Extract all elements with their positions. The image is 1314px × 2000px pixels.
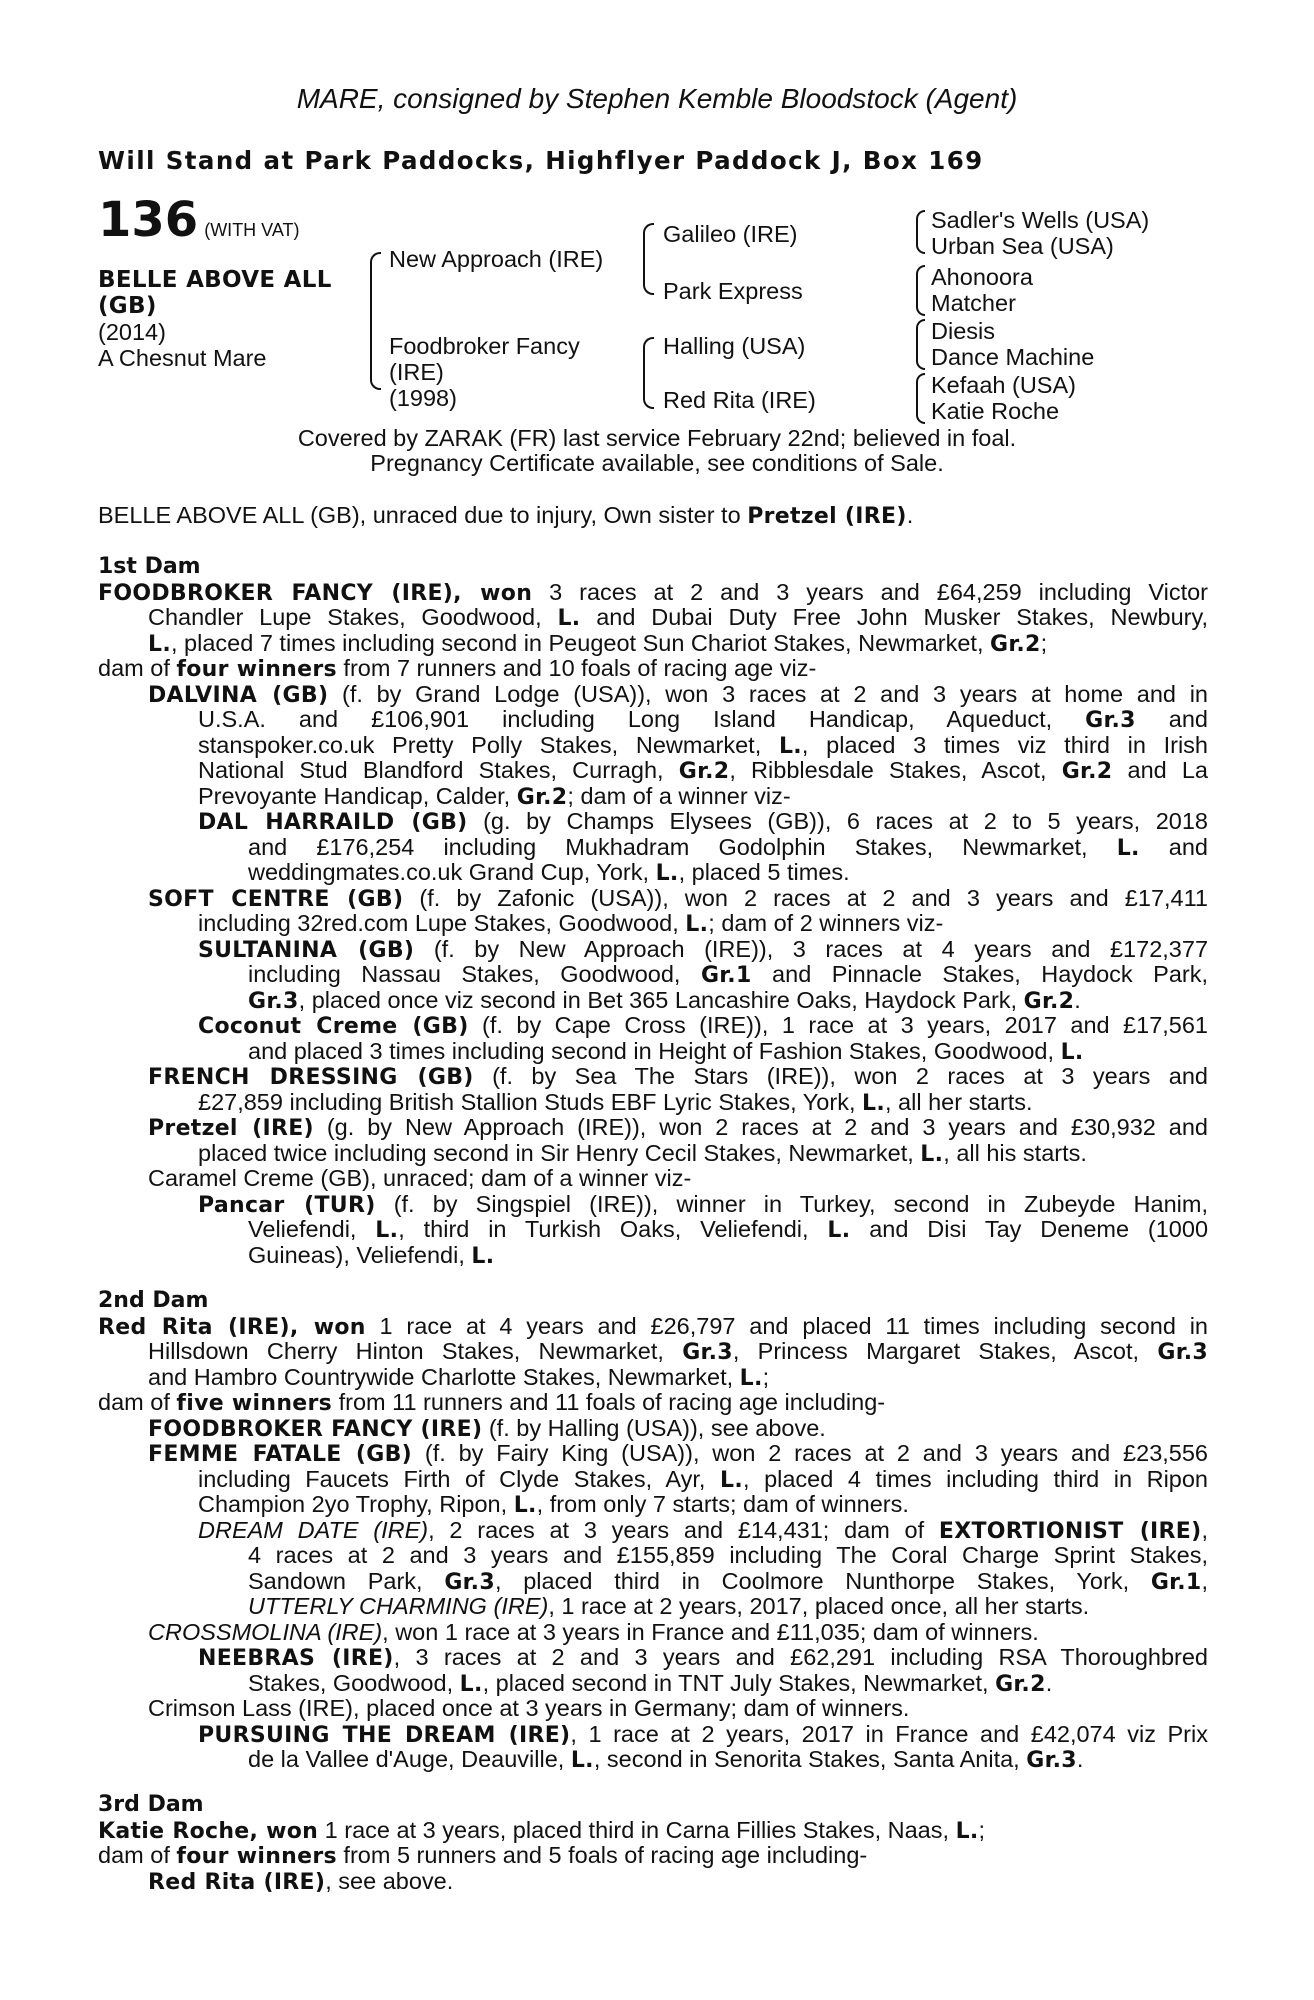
text: ; [1040, 629, 1048, 656]
progeny-line [98, 1645, 1208, 1671]
text: 1 race at 4 years and £26,797 and placed 11 times including second in [365, 1313, 1208, 1339]
progeny-line [98, 733, 1208, 759]
text: and Pinnacle Stakes, Haydock Park, [751, 962, 1208, 987]
progeny-line [98, 682, 1208, 708]
grade: Gr.1 [700, 963, 752, 988]
text: dam of [98, 1842, 177, 1868]
horse-name: BELLE ABOVE ALL [98, 267, 332, 293]
text: , won 1 race at 3 years in France and £11,035; dam of winners. [382, 1618, 1039, 1645]
grade: L. [955, 1818, 979, 1844]
progeny-line [98, 1620, 1208, 1646]
progeny-line [98, 1416, 1208, 1442]
text: , 1 race at 2 years, 2017 in France and £42,074 viz Prix [570, 1721, 1208, 1747]
text: and [1135, 707, 1208, 732]
text: Champion 2yo Trophy, Ripon, [198, 1491, 514, 1517]
text: from 11 runners and 11 foals of racing age including- [332, 1389, 886, 1415]
grade: L. [570, 1748, 594, 1773]
intro-sibling: Pretzel (IRE) [747, 504, 907, 529]
text: , placed 4 times including third in Ripon [743, 1466, 1208, 1492]
pedigree-dam-year: (1998) [389, 385, 457, 411]
text: (f. by Zafonic (USA)), won 2 races at 2 and 3 years and £17,411 [403, 885, 1208, 911]
pedigree-sire-sire: Galileo (IRE) [663, 221, 798, 247]
text: ; dam of a winner viz- [567, 782, 791, 809]
progeny-name: Red Rita (IRE) [148, 1869, 326, 1895]
text: dam of [98, 655, 177, 681]
covered-note: Covered by ZARAK (FR) last service February 22nd; believed in foal. [297, 425, 1017, 451]
text: ; dam of 2 winners viz- [708, 910, 944, 936]
text: and [1139, 834, 1208, 860]
text: , placed 3 times viz third in Irish [801, 732, 1208, 758]
progeny-name: NEEBRAS (IRE) [198, 1646, 394, 1671]
page-title: MARE, consigned by Stephen Kemble Bloodstock (Agent) [296, 83, 1018, 114]
winners-count: four winners [176, 657, 337, 682]
text: , placed second in TNT July Stakes, Newmarket, [482, 1669, 996, 1696]
pedigree-brace-gen1 [370, 252, 381, 390]
grade: Gr.2 [990, 631, 1041, 657]
grade: L. [459, 1671, 483, 1697]
pedigree-sds: Ahonoora [931, 264, 1033, 290]
grade: Gr.1 [1150, 1569, 1202, 1594]
progeny-name: SOFT CENTRE (GB) [148, 886, 404, 911]
progeny-name: DAL HARRAILD (GB) [198, 810, 468, 835]
text: including Faucets Firth of Clyde Stakes, Ayr, [198, 1466, 721, 1492]
text: (f. by Fairy King (USA)), won 2 races at 2 and 3 years and £23,556 [412, 1441, 1208, 1466]
progeny-line: Crimson Lass (IRE), placed once at 3 years in Germany; dam of winners. [148, 1695, 910, 1721]
vat-note: (WITH VAT) [204, 220, 300, 240]
progeny-line [98, 784, 1208, 810]
grade: Gr.3 [444, 1569, 495, 1594]
sep: , [453, 580, 481, 605]
text: , from only 7 starts; dam of winners. [536, 1491, 909, 1517]
text: . [1074, 986, 1081, 1013]
horse-year: (2014) [98, 319, 166, 345]
text: , Ribblesdale Stakes, Ascot, [729, 758, 1062, 783]
progeny-line [98, 835, 1208, 861]
pedigree-brace-dd [916, 373, 925, 424]
pedigree-sdd: Matcher [931, 290, 1016, 316]
lot-number-value: 136 [98, 192, 199, 248]
pedigree-brace-dam [643, 337, 654, 409]
progeny-line [98, 707, 1208, 733]
progeny-line [98, 860, 1208, 886]
text: , third in Turkish Oaks, Veliefendi, [398, 1217, 828, 1242]
text: , all her starts. [885, 1088, 1033, 1115]
progeny-line [98, 1671, 1208, 1697]
grade: Gr.2 [1023, 988, 1075, 1014]
pedigree-sss: Sadler's Wells (USA) [931, 207, 1150, 233]
text: , placed 5 times. [678, 859, 850, 885]
pedigree-brace-ds [916, 319, 925, 370]
text: , placed third in Coolmore Nunthorpe Stakes, York, [494, 1568, 1151, 1594]
text: (f. by Cape Cross (IRE)), 1 race at 3 years, 2017 and £17,561 [468, 1013, 1208, 1038]
text: (f. by Grand Lodge (USA)), won 3 races at 2 and 3 years at home and in [328, 681, 1208, 707]
text: including 32red.com Lupe Stakes, Goodwood, [198, 910, 686, 936]
progeny-line [98, 937, 1208, 963]
lot-number [98, 192, 300, 248]
grade: L. [471, 1243, 495, 1269]
text: National Stud Blandford Stakes, Curragh, [198, 758, 679, 783]
grade: Gr.2 [678, 759, 730, 784]
text: dam of [98, 1389, 177, 1415]
text: , [1201, 1568, 1208, 1594]
progeny-name: Pancar (TUR) [198, 1192, 376, 1217]
pedigree-dam: Foodbroker Fancy [389, 333, 580, 359]
progeny-line [98, 886, 1208, 912]
third-dam-line [98, 1843, 1208, 1869]
text: and Dubai Duty Free John Musker Stakes, Newbury, [580, 605, 1208, 630]
text: stanspoker.co.uk Pretty Polly Stakes, Newmarket, [198, 732, 779, 758]
grade: Gr.3 [682, 1340, 733, 1365]
pedigree-sire-dam: Park Express [663, 278, 803, 304]
first-dam-section [98, 554, 1208, 1268]
text: and Hambro Countrywide Charlotte Stakes, Newmarket, [148, 1363, 740, 1390]
progeny-line [98, 1013, 1208, 1039]
progeny-name: DREAM DATE (IRE) [198, 1517, 429, 1543]
first-dam-line [98, 605, 1208, 631]
progeny-line [98, 809, 1208, 835]
grade: L. [655, 861, 679, 886]
progeny-line [98, 1217, 1208, 1243]
progeny-line: 4 races at 2 and 3 years and £155,859 including The Coral Charge Sprint Stakes, [248, 1543, 1208, 1568]
progeny-line [98, 1747, 1208, 1773]
grade: Gr.2 [516, 784, 568, 810]
progeny-line [98, 1115, 1208, 1141]
progeny-name: Pretzel (IRE) [148, 1116, 314, 1141]
won-label: won [313, 1314, 366, 1339]
grade: L. [685, 912, 709, 937]
dam-name: Red Rita (IRE) [98, 1314, 290, 1339]
progeny-line [98, 1492, 1208, 1518]
text: , second in Senorita Stakes, Santa Anita, [593, 1746, 1027, 1772]
pedigree-sire: New Approach (IRE) [389, 246, 604, 272]
pedigree-dam-country: (IRE) [389, 359, 444, 385]
progeny-line [98, 1192, 1208, 1218]
second-dam-line [98, 1390, 1208, 1416]
grade: L. [739, 1365, 763, 1391]
text: . [1045, 1669, 1053, 1696]
grade: Gr.3 [248, 988, 299, 1014]
second-dam-line [98, 1339, 1208, 1365]
pedigree-ddd: Katie Roche [931, 398, 1060, 424]
pedigree-ssd: Urban Sea (USA) [931, 233, 1114, 259]
progeny-name: FRENCH DRESSING (GB) [148, 1065, 474, 1090]
grade: L. [557, 606, 581, 631]
third-dam-line [98, 1818, 1208, 1844]
grade: Gr.3 [1026, 1748, 1077, 1773]
progeny-line [98, 1518, 1208, 1544]
text: Prevoyante Handicap, Calder, [198, 782, 517, 809]
text: , placed 7 times including second in Peugeot Sun Chariot Stakes, Newmarket, [170, 629, 991, 656]
won-label: won [480, 580, 533, 605]
progeny-name: CROSSMOLINA (IRE) [148, 1618, 383, 1645]
text: placed twice including second in Sir Henry Cecil Stakes, Newmarket, [198, 1139, 921, 1166]
text: and La [1112, 758, 1208, 783]
progeny-line [98, 1467, 1208, 1493]
intro-end: . [906, 502, 914, 528]
grade: L. [827, 1218, 851, 1243]
third-dam-heading: 3rd Dam [98, 1792, 204, 1817]
first-dam-line [98, 631, 1208, 657]
text: (g. by Champs Elysees (GB)), 6 races at 2 to 5 years, 2018 [467, 809, 1208, 834]
text: and £176,254 including Mukhadram Godolphin Stakes, Newmarket, [248, 834, 1117, 860]
text: , see above. [325, 1867, 454, 1894]
text: , 2 races at 3 years and £14,431; dam of [428, 1517, 939, 1543]
text: , 1 race at 2 years, 2017, placed once, all her starts. [548, 1593, 1090, 1619]
text: Veliefendi, [248, 1217, 376, 1242]
progeny-name: PURSUING THE DREAM (IRE) [198, 1722, 571, 1747]
horse-description: A Chesnut Mare [98, 345, 267, 371]
stand-location: Will Stand at Park Paddocks, Highflyer Paddock J, Box 169 [98, 146, 984, 175]
text: . [1076, 1746, 1084, 1772]
progeny-name: SULTANINA (GB) [198, 937, 415, 962]
progeny-line [98, 988, 1208, 1014]
progeny-line [98, 1722, 1208, 1748]
text: 1 race at 3 years, placed third in Carna Fillies Stakes, Naas, [318, 1816, 956, 1843]
progeny-name: EXTORTIONIST (IRE) [938, 1518, 1202, 1543]
text: weddingmates.co.uk Grand Cup, York, [248, 859, 656, 885]
horse-name-country: (GB) [98, 293, 157, 319]
first-dam-line [98, 580, 1208, 606]
text: including Nassau Stakes, Goodwood, [248, 962, 701, 987]
dam-name: FOODBROKER FANCY (IRE) [98, 580, 454, 605]
text: ; [978, 1816, 986, 1843]
progeny-line [98, 1039, 1208, 1065]
progeny-line [98, 1090, 1208, 1116]
second-dam-heading: 2nd Dam [98, 1288, 209, 1313]
pedigree-brace-sd [916, 265, 925, 316]
progeny-line [98, 1441, 1208, 1467]
text: , [1201, 1517, 1208, 1543]
progeny-name: UTTERLY CHARMING (IRE) [248, 1593, 549, 1619]
text: Sandown Park, [248, 1568, 445, 1594]
grade: L. [148, 631, 171, 657]
text: (f. by Sea The Stars (IRE)), won 2 races at 3 years and [473, 1064, 1208, 1089]
grade: Gr.3 [1085, 708, 1136, 733]
text: 3 races at 2 and 3 years and £64,259 including Victor [532, 579, 1208, 605]
text: U.S.A. and £106,901 including Long Island Handicap, Aqueduct, [198, 707, 1086, 732]
grade: Gr.2 [995, 1671, 1046, 1697]
text: (f. by Singspiel (IRE)), winner in Turkey, second in Zubeyde Hanim, [375, 1191, 1208, 1217]
intro-line [98, 503, 913, 530]
text: (g. by New Approach (IRE)), won 2 races at 2 and 3 years and £30,932 and [313, 1115, 1208, 1140]
progeny-line [98, 911, 1208, 937]
third-dam-section [98, 1792, 1208, 1894]
text: , all his starts. [943, 1139, 1087, 1166]
dam-name: Katie Roche [98, 1818, 250, 1844]
progeny-line [98, 1869, 1208, 1895]
progeny-line [98, 962, 1208, 988]
grade: L. [778, 733, 802, 758]
progeny-name: FOODBROKER FANCY (IRE) [148, 1416, 483, 1442]
grade: L. [1116, 835, 1140, 860]
text: , 3 races at 2 and 3 years and £62,291 including RSA Thoroughbred [393, 1645, 1208, 1670]
pedigree-dsd: Dance Machine [931, 344, 1095, 370]
text: , Princess Margaret Stakes, Ascot, [732, 1339, 1158, 1364]
progeny-line [98, 758, 1208, 784]
sep: , [249, 1818, 267, 1844]
pedigree-brace-ss [916, 210, 925, 254]
pedigree-dam-dam: Red Rita (IRE) [663, 387, 816, 413]
pregnancy-note: Pregnancy Certificate available, see conditions of Sale. [370, 450, 944, 476]
text: Hillsdown Cherry Hinton Stakes, Newmarket, [148, 1339, 683, 1364]
second-dam-section [98, 1288, 1208, 1773]
grade: L. [862, 1090, 885, 1116]
intro-text: BELLE ABOVE ALL (GB), unraced due to injury, Own sister to [98, 502, 748, 528]
grade: L. [720, 1467, 743, 1492]
text: (f. by New Approach (IRE)), 3 races at 4 years and £172,377 [414, 936, 1208, 962]
grade: L. [513, 1493, 537, 1518]
grade: Gr.2 [1061, 759, 1113, 784]
sep: , [289, 1314, 314, 1339]
text: £27,859 including British Stallion Studs EBF Lyric Stakes, York, [198, 1088, 863, 1115]
text: from 5 runners and 5 foals of racing age including- [336, 1842, 868, 1868]
first-dam-line [98, 656, 1208, 682]
text: from 7 runners and 10 foals of racing age viz- [336, 655, 817, 681]
progeny-line: Caramel Creme (GB), unraced; dam of a winner viz- [148, 1165, 692, 1191]
text: , placed once viz second in Bet 365 Lancashire Oaks, Haydock Park, [298, 986, 1024, 1013]
progeny-name: Coconut Creme (GB) [198, 1014, 469, 1039]
text: (f. by Halling (USA)), see above. [482, 1414, 826, 1441]
progeny-line [98, 1141, 1208, 1167]
progeny-name: FEMME FATALE (GB) [148, 1442, 413, 1467]
second-dam-line [98, 1314, 1208, 1340]
progeny-line [98, 1569, 1208, 1595]
text: and placed 3 times including second in Height of Fashion Stakes, Goodwood, [248, 1037, 1061, 1064]
progeny-name: DALVINA (GB) [148, 682, 329, 707]
won-label: won [266, 1818, 319, 1844]
pedigree-dds: Kefaah (USA) [931, 372, 1076, 398]
progeny-line [98, 1594, 1208, 1620]
winners-count: four winners [176, 1844, 337, 1869]
progeny-line [98, 1064, 1208, 1090]
first-dam-heading: 1st Dam [98, 554, 201, 579]
text: Chandler Lupe Stakes, Goodwood, [148, 605, 558, 630]
text: Guineas), Veliefendi, [248, 1241, 472, 1268]
grade: Gr.3 [1157, 1340, 1208, 1365]
text: de la Vallee d'Auge, Deauville, [248, 1746, 571, 1772]
pedigree-dam-sire: Halling (USA) [663, 333, 806, 359]
grade: L. [1060, 1039, 1084, 1065]
second-dam-line [98, 1365, 1208, 1391]
text: ; [762, 1363, 770, 1390]
grade: L. [375, 1218, 399, 1243]
text: Stakes, Goodwood, [248, 1669, 460, 1696]
pedigree-dss: Diesis [931, 318, 995, 344]
winners-count: five winners [176, 1391, 333, 1416]
pedigree-brace-sire [643, 223, 654, 295]
progeny-line [98, 1243, 1208, 1269]
grade: L. [920, 1141, 944, 1167]
text: and Disi Tay Deneme (1000 [850, 1217, 1208, 1242]
